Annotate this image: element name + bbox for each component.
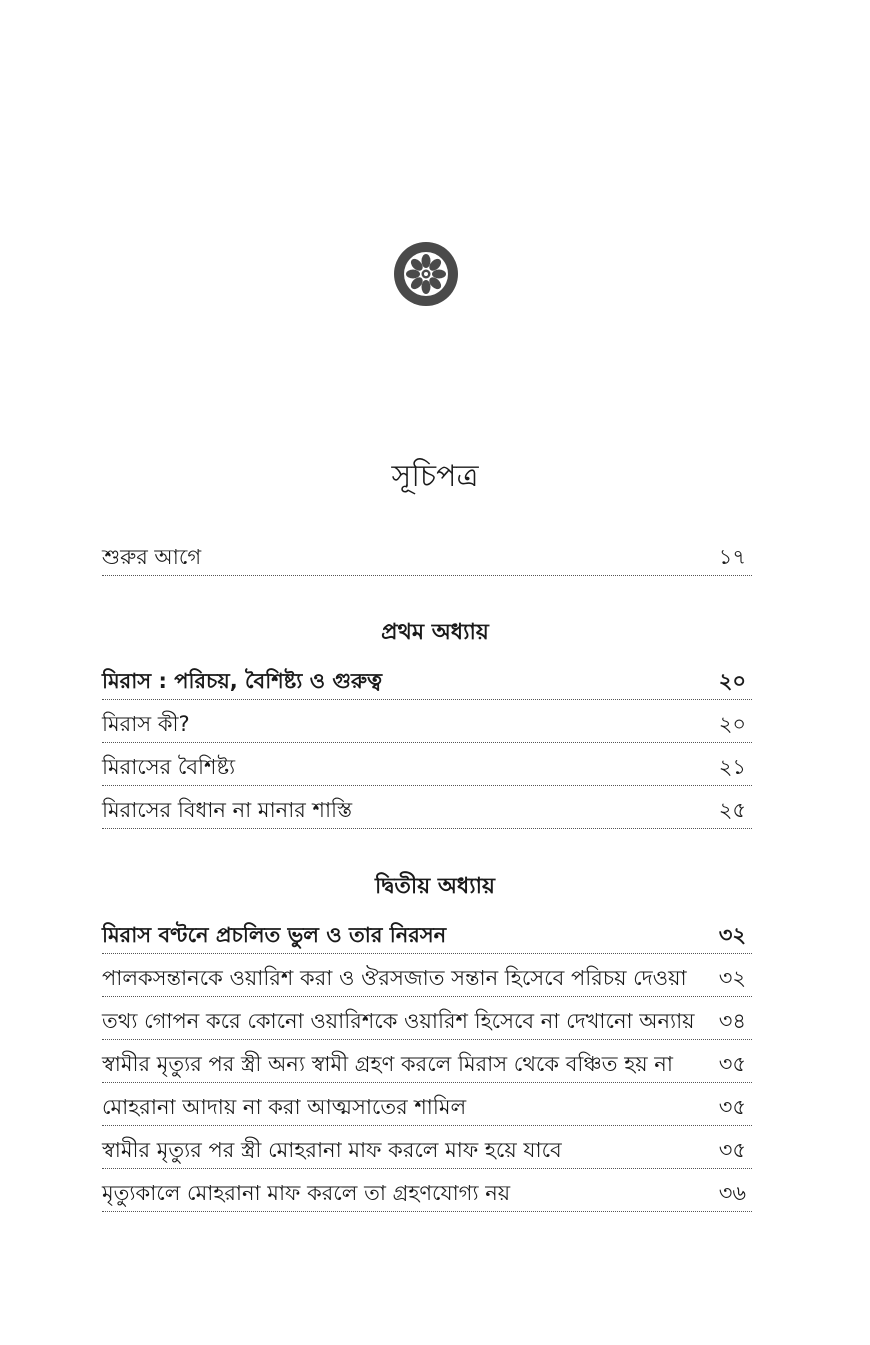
toc-entry-text: স্বামীর মৃত্যুর পর স্ত্রী মোহরানা মাফ করলে মাফ হয়ে যাবে — [102, 1138, 562, 1162]
toc-entry[interactable] — [102, 1129, 752, 1169]
chapter-heading-2: দ্বিতীয় অধ্যায় — [375, 874, 495, 899]
toc-entry-text: স্বামীর মৃত্যুর পর স্ত্রী অন্য স্বামী গ্রহণ করলে মিরাস থেকে বঞ্চিত হয় না — [102, 1052, 673, 1076]
toc-entry[interactable] — [102, 1000, 752, 1040]
toc-entry-text: শুরুর আগে — [102, 545, 202, 569]
toc-entry-text: মৃত্যুকালে মোহরানা মাফ করলে তা গ্রহণযোগ্য নয় — [102, 1181, 511, 1205]
toc-entry-page: ২৫ — [718, 798, 746, 822]
flower-ornament-icon — [393, 241, 459, 307]
toc-entry-page: ৩৫ — [718, 1052, 746, 1076]
toc-entry-page: ১৭ — [718, 545, 746, 569]
toc-entry[interactable] — [102, 957, 752, 997]
toc-entry[interactable] — [102, 746, 752, 786]
toc-entry-page: ৩৬ — [718, 1181, 746, 1205]
toc-entry-page: ২১ — [718, 755, 746, 779]
toc-entry-page: ৩২ — [718, 966, 746, 990]
toc-entry[interactable] — [102, 1172, 752, 1212]
toc-entry-text: মিরাসের বৈশিষ্ট্য — [102, 755, 236, 779]
toc-entry-text: মিরাস বণ্টনে প্রচলিত ভুল ও তার নিরসন — [102, 923, 447, 947]
toc-entry-page: ৩২ — [718, 923, 746, 947]
toc-entry-intro[interactable] — [102, 536, 752, 576]
toc-entry[interactable] — [102, 1086, 752, 1126]
toc-entry[interactable] — [102, 1043, 752, 1083]
toc-entry-text: মিরাস : পরিচয়, বৈশিষ্ট্য ও গুরুত্ব — [102, 669, 383, 693]
toc-section-heading[interactable] — [102, 914, 752, 954]
toc-entry-text: মোহরানা আদায় না করা আত্মসাতের শামিল — [102, 1095, 467, 1119]
page-title: সূচিপত্র — [391, 459, 479, 494]
toc-section-heading[interactable] — [102, 660, 752, 700]
toc-entry-page: ২০ — [718, 712, 746, 736]
toc-entry-page: ৩৪ — [718, 1009, 746, 1033]
toc-entry-text: তথ্য গোপন করে কোনো ওয়ারিশকে ওয়ারিশ হিসেবে না দেখানো অন্যায় — [102, 1009, 695, 1033]
toc-entry[interactable] — [102, 703, 752, 743]
toc-entry-page: ২০ — [718, 669, 746, 693]
toc-entry-page: ৩৫ — [718, 1095, 746, 1119]
toc-entry-page: ৩৫ — [718, 1138, 746, 1162]
toc-entry-text: মিরাসের বিধান না মানার শাস্তি — [102, 798, 353, 822]
toc-entry-text: মিরাস কী? — [102, 712, 190, 736]
toc-entry[interactable] — [102, 789, 752, 829]
chapter-heading-1: প্রথম অধ্যায় — [381, 620, 489, 645]
toc-entry-text: পালকসন্তানকে ওয়ারিশ করা ও ঔরসজাত সন্তান হিসেবে পরিচয় দেওয়া — [102, 966, 687, 990]
